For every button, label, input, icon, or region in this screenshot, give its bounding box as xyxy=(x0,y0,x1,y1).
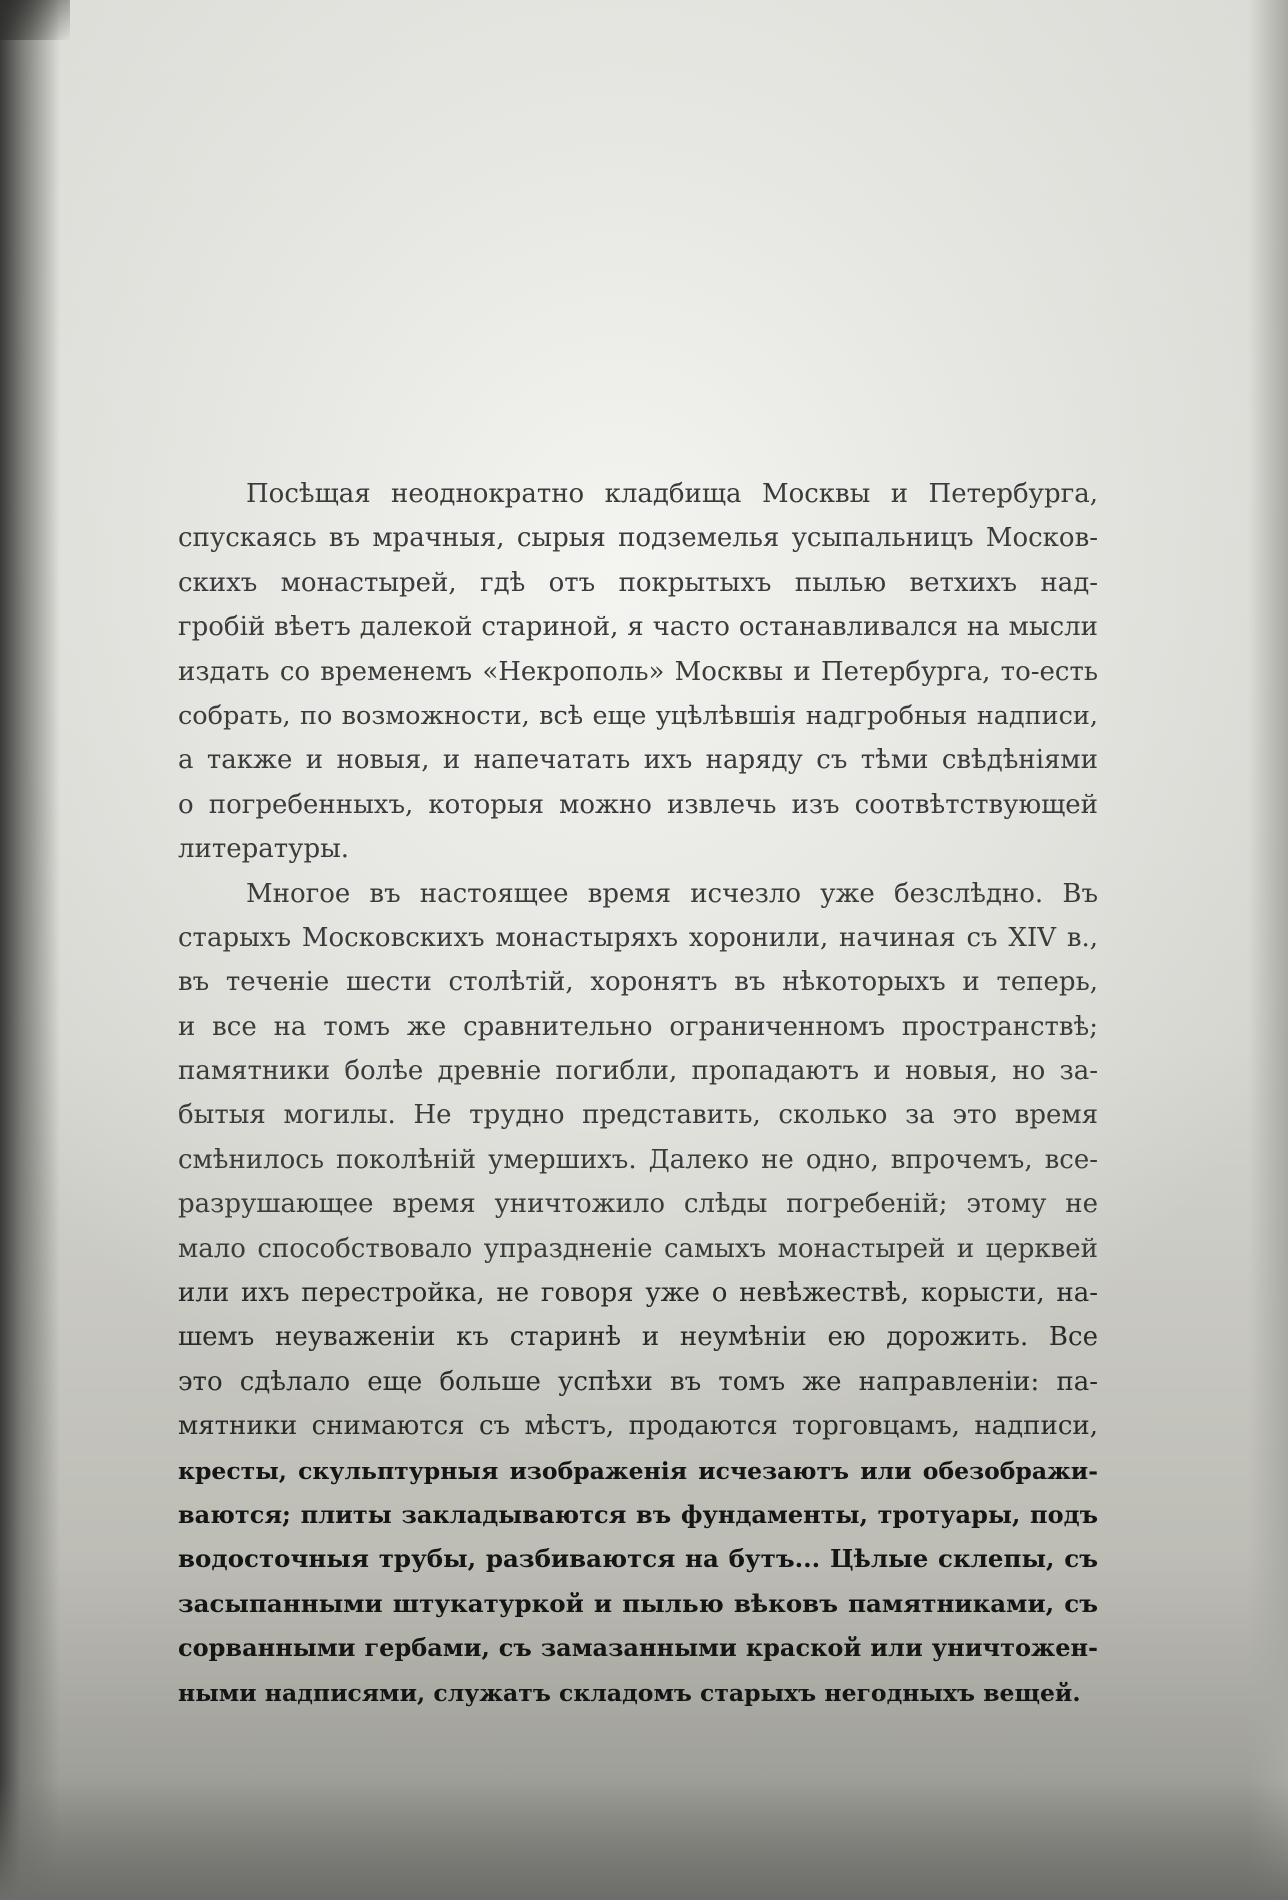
text-line: шемъ неуваженіи къ старинѣ и неумѣніи ею дорожить. Все xyxy=(178,1322,1098,1353)
paragraph-1 xyxy=(178,472,1098,872)
text-line: литературы. xyxy=(178,834,350,865)
text-line: гробій вѣетъ далекой стариной, я часто останавливался на мысли xyxy=(178,612,1098,643)
text-line: ваются; плиты закладываются въ фундаменты, тротуары, подъ xyxy=(178,1499,1098,1529)
text-line: это сдѣлало еще больше успѣхи въ томъ же направленіи: па- xyxy=(178,1366,1098,1397)
text-line: въ теченіе шести столѣтій, хоронятъ въ нѣкоторыхъ и теперь, xyxy=(178,967,1098,998)
text-line: бытыя могилы. Не трудно представить, сколько за это время xyxy=(178,1100,1098,1131)
text-line: о погребенныхъ, которыя можно извлечь изъ соотвѣтствующей xyxy=(178,789,1098,820)
text-line: а также и новыя, и напечатать ихъ наряду съ тѣми свѣдѣніями xyxy=(178,745,1098,776)
text-line: Многое въ настоящее время исчезло уже безслѣдно. Въ xyxy=(246,878,1098,909)
edge-shadow-right xyxy=(1248,0,1288,1900)
text-line: или ихъ перестройка, не говоря уже о невѣжествѣ, корысти, на- xyxy=(178,1278,1098,1309)
text-line: сорванными гербами, съ замазанными краской или уничтожен- xyxy=(178,1633,1098,1663)
paragraph-2 xyxy=(178,872,1098,1715)
text-line: Посѣщая неоднократно кладбища Москвы и Петербурга, xyxy=(246,479,1098,509)
text-line: собрать, по возможности, всѣ еще уцѣлѣвшія надгробныя надписи, xyxy=(178,700,1098,731)
text-line: старыхъ Московскихъ монастыряхъ хоронили, начиная съ XIV в., xyxy=(178,922,1098,953)
body-text xyxy=(178,472,1098,1715)
binding-shadow-left xyxy=(0,0,60,1900)
text-line: кресты, скульптурныя изображенія исчезаютъ или обезображи- xyxy=(178,1456,1098,1485)
corner-shadow xyxy=(0,0,70,40)
text-line: скихъ монастырей, гдѣ отъ покрытыхъ пылью ветхихъ над- xyxy=(178,567,1098,598)
text-line: разрушающее время уничтожило слѣды погребеній; этому не xyxy=(178,1189,1098,1220)
text-line: засыпанными штукатуркой и пылью вѣковъ памятниками, съ xyxy=(178,1588,1098,1618)
text-line: ными надписями, служатъ складомъ старыхъ негодныхъ вещей. xyxy=(178,1678,1081,1707)
text-line: спускаясь въ мрачныя, сырыя подземелья усыпальницъ Москов- xyxy=(178,523,1098,554)
text-line: и все на томъ же сравнительно ограниченномъ пространствѣ; xyxy=(178,1011,1098,1042)
text-line: мало способствовало упраздненіе самыхъ монастырей и церквей xyxy=(178,1233,1098,1264)
text-line: памятники болѣе древніе погибли, пропадаютъ и новыя, но за- xyxy=(178,1056,1098,1087)
edge-shadow-bottom xyxy=(0,1780,1288,1900)
text-line: издать со временемъ «Некрополь» Москвы и Петербурга, то-есть xyxy=(178,656,1098,687)
text-line: водосточныя трубы, разбиваются на бутъ... Цѣлые склепы, съ xyxy=(178,1544,1098,1574)
text-line: мятники снимаются съ мѣстъ, продаются торговцамъ, надписи, xyxy=(178,1411,1098,1442)
text-line: смѣнилось поколѣній умершихъ. Далеко не одно, впрочемъ, все- xyxy=(178,1144,1098,1175)
